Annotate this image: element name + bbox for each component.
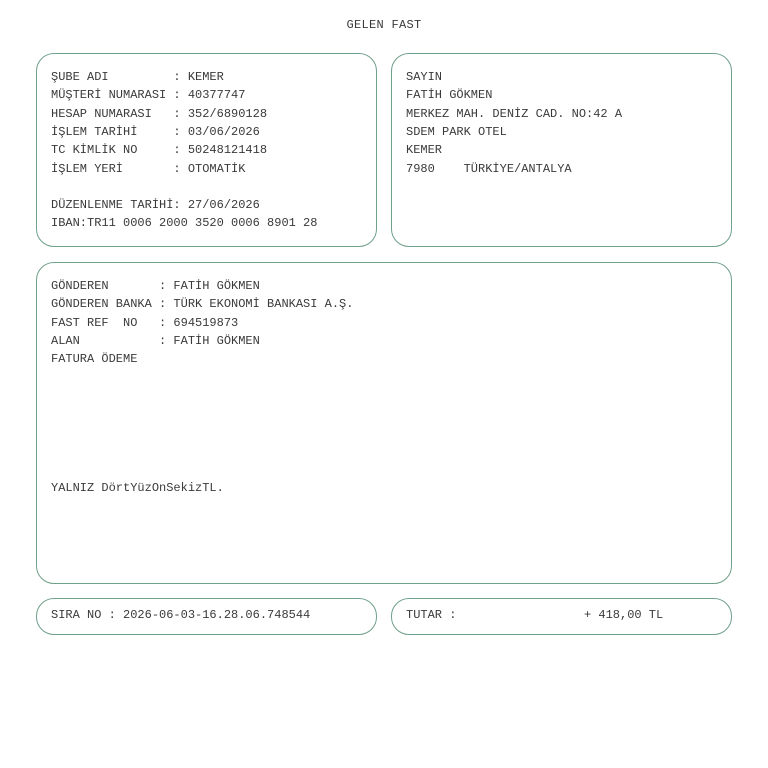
document-title: GELEN FAST [346,18,422,32]
address-line-3: KEMER [406,143,443,157]
amount-value: + 418,00 TL [584,608,664,622]
transaction-place-line: İŞLEM YERİ : OTOMATİK [51,162,246,176]
sender-bank-line: GÖNDEREN BANKA : TÜRK EKONOMİ BANKASI A.Ş. [51,297,354,311]
customer-number-line: MÜŞTERİ NUMARASI : 40377747 [51,88,246,102]
description-line: FATURA ÖDEME [51,352,138,366]
amount-label: TUTAR : [406,608,457,622]
salutation: SAYIN [406,70,443,84]
address-line-2: SDEM PARK OTEL [406,125,507,139]
amount-in-words: YALNIZ DörtYüzOnSekizTL. [51,481,224,495]
iban-line: IBAN:TR11 0006 2000 3520 0006 8901 28 [51,216,318,230]
fast-ref-line: FAST REF NO : 694519873 [51,316,239,330]
receiver-line: ALAN : FATİH GÖKMEN [51,334,260,348]
account-number-line: HESAP NUMARASI : 352/6890128 [51,107,268,121]
sequence-number: SIRA NO : 2026-06-03-16.28.06.748544 [51,608,311,622]
sender-line: GÖNDEREN : FATİH GÖKMEN [51,279,260,293]
recipient-address-box [391,53,732,247]
tc-id-line: TC KİMLİK NO : 50248121418 [51,143,268,157]
address-line-1: MERKEZ MAH. DENİZ CAD. NO:42 A [406,107,623,121]
branch-name-line: ŞUBE ADI : KEMER [51,70,224,84]
issue-date-line: DÜZENLENME TARİHİ: 27/06/2026 [51,198,260,212]
address-line-4: 7980 TÜRKİYE/ANTALYA [406,162,572,176]
transaction-date-line: İŞLEM TARİHİ : 03/06/2026 [51,125,260,139]
recipient-name: FATİH GÖKMEN [406,88,493,102]
